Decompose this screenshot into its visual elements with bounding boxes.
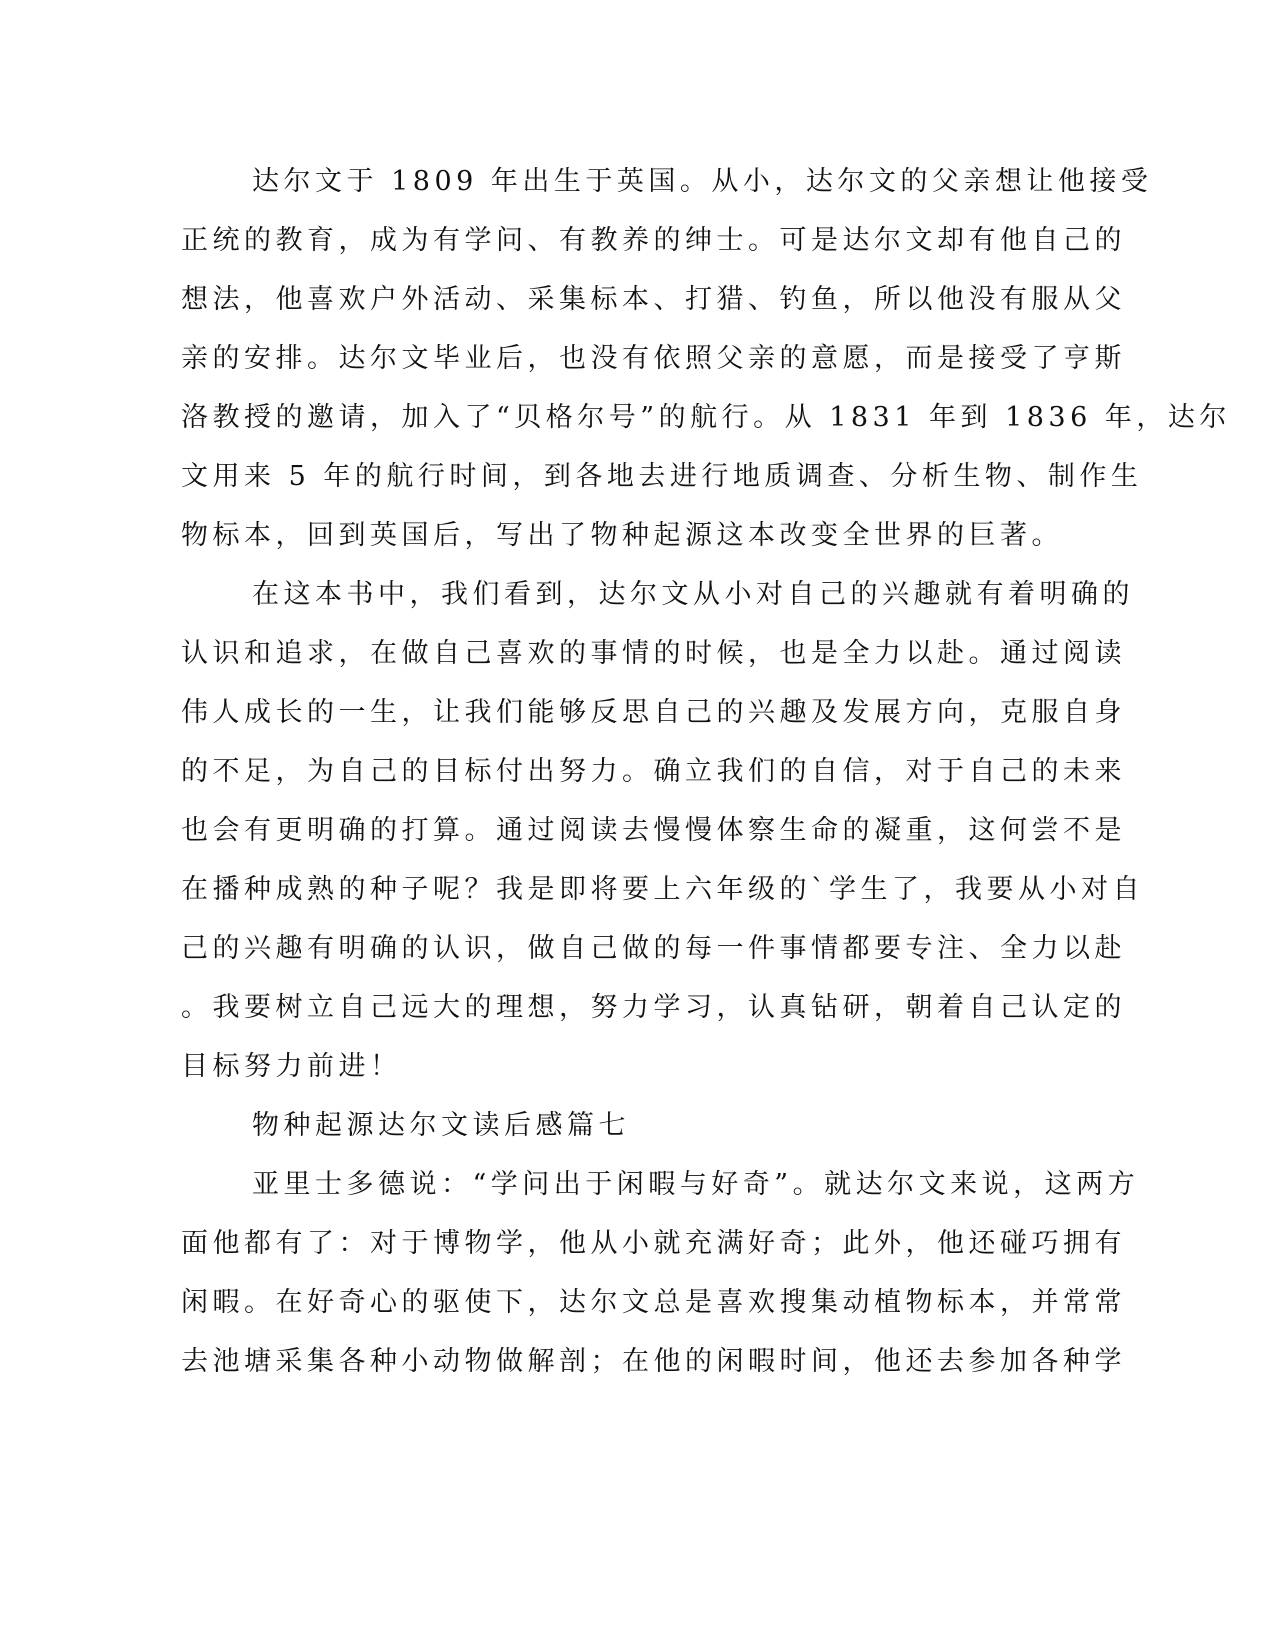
- text-line: 洛教授的邀请，加入了“贝格尔号”的航行。从 1831 年到 1836 年，达尔: [181, 402, 1231, 433]
- text-line: 达尔文于 1809 年出生于英国。从小，达尔文的父亲想让他接受: [252, 166, 1153, 197]
- text-line: 去池塘采集各种小动物做解剖；在他的闲暇时间，他还去参加各种学: [181, 1346, 1126, 1377]
- text-line: 己的兴趣有明确的认识，做自己做的每一件事情都要专注、全力以赴: [181, 933, 1126, 964]
- text-line: 亲的安排。达尔文毕业后，也没有依照父亲的意愿，而是接受了亨斯: [181, 343, 1126, 374]
- text-line: 正统的教育，成为有学问、有教养的绅士。可是达尔文却有他自己的: [181, 225, 1126, 256]
- text-line: 亚里士多德说：“学问出于闲暇与好奇”。就达尔文来说，这两方: [252, 1169, 1140, 1200]
- text-line: 在这本书中，我们看到，达尔文从小对自己的兴趣就有着明确的: [252, 579, 1134, 610]
- text-line: 伟人成长的一生，让我们能够反思自己的兴趣及发展方向，克服自身: [181, 697, 1126, 728]
- section-heading: 物种起源达尔文读后感篇七: [252, 1110, 630, 1141]
- text-line: 也会有更明确的打算。通过阅读去慢慢体察生命的凝重，这何尝不是: [181, 815, 1126, 846]
- text-line: 的不足，为自己的目标付出努力。确立我们的自信，对于自己的未来: [181, 756, 1126, 787]
- text-line: 。我要树立自己远大的理想，努力学习，认真钻研，朝着自己认定的: [181, 992, 1126, 1023]
- text-line: 想法，他喜欢户外活动、采集标本、打猎、钓鱼，所以他没有服从父: [181, 284, 1126, 315]
- text-line: 闲暇。在好奇心的驱使下，达尔文总是喜欢搜集动植物标本，并常常: [181, 1287, 1126, 1318]
- text-line: 目标努力前进！: [181, 1051, 402, 1082]
- text-line: 物标本，回到英国后，写出了物种起源这本改变全世界的巨著。: [181, 520, 1063, 551]
- text-line: 在播种成熟的种子呢？我是即将要上六年级的`学生了，我要从小对自: [181, 874, 1144, 905]
- text-line: 面他都有了：对于博物学，他从小就充满好奇；此外，他还碰巧拥有: [181, 1228, 1126, 1259]
- text-line: 文用来 5 年的航行时间，到各地去进行地质调查、分析生物、制作生: [181, 461, 1143, 492]
- text-line: 认识和追求，在做自己喜欢的事情的时候，也是全力以赴。通过阅读: [181, 638, 1126, 669]
